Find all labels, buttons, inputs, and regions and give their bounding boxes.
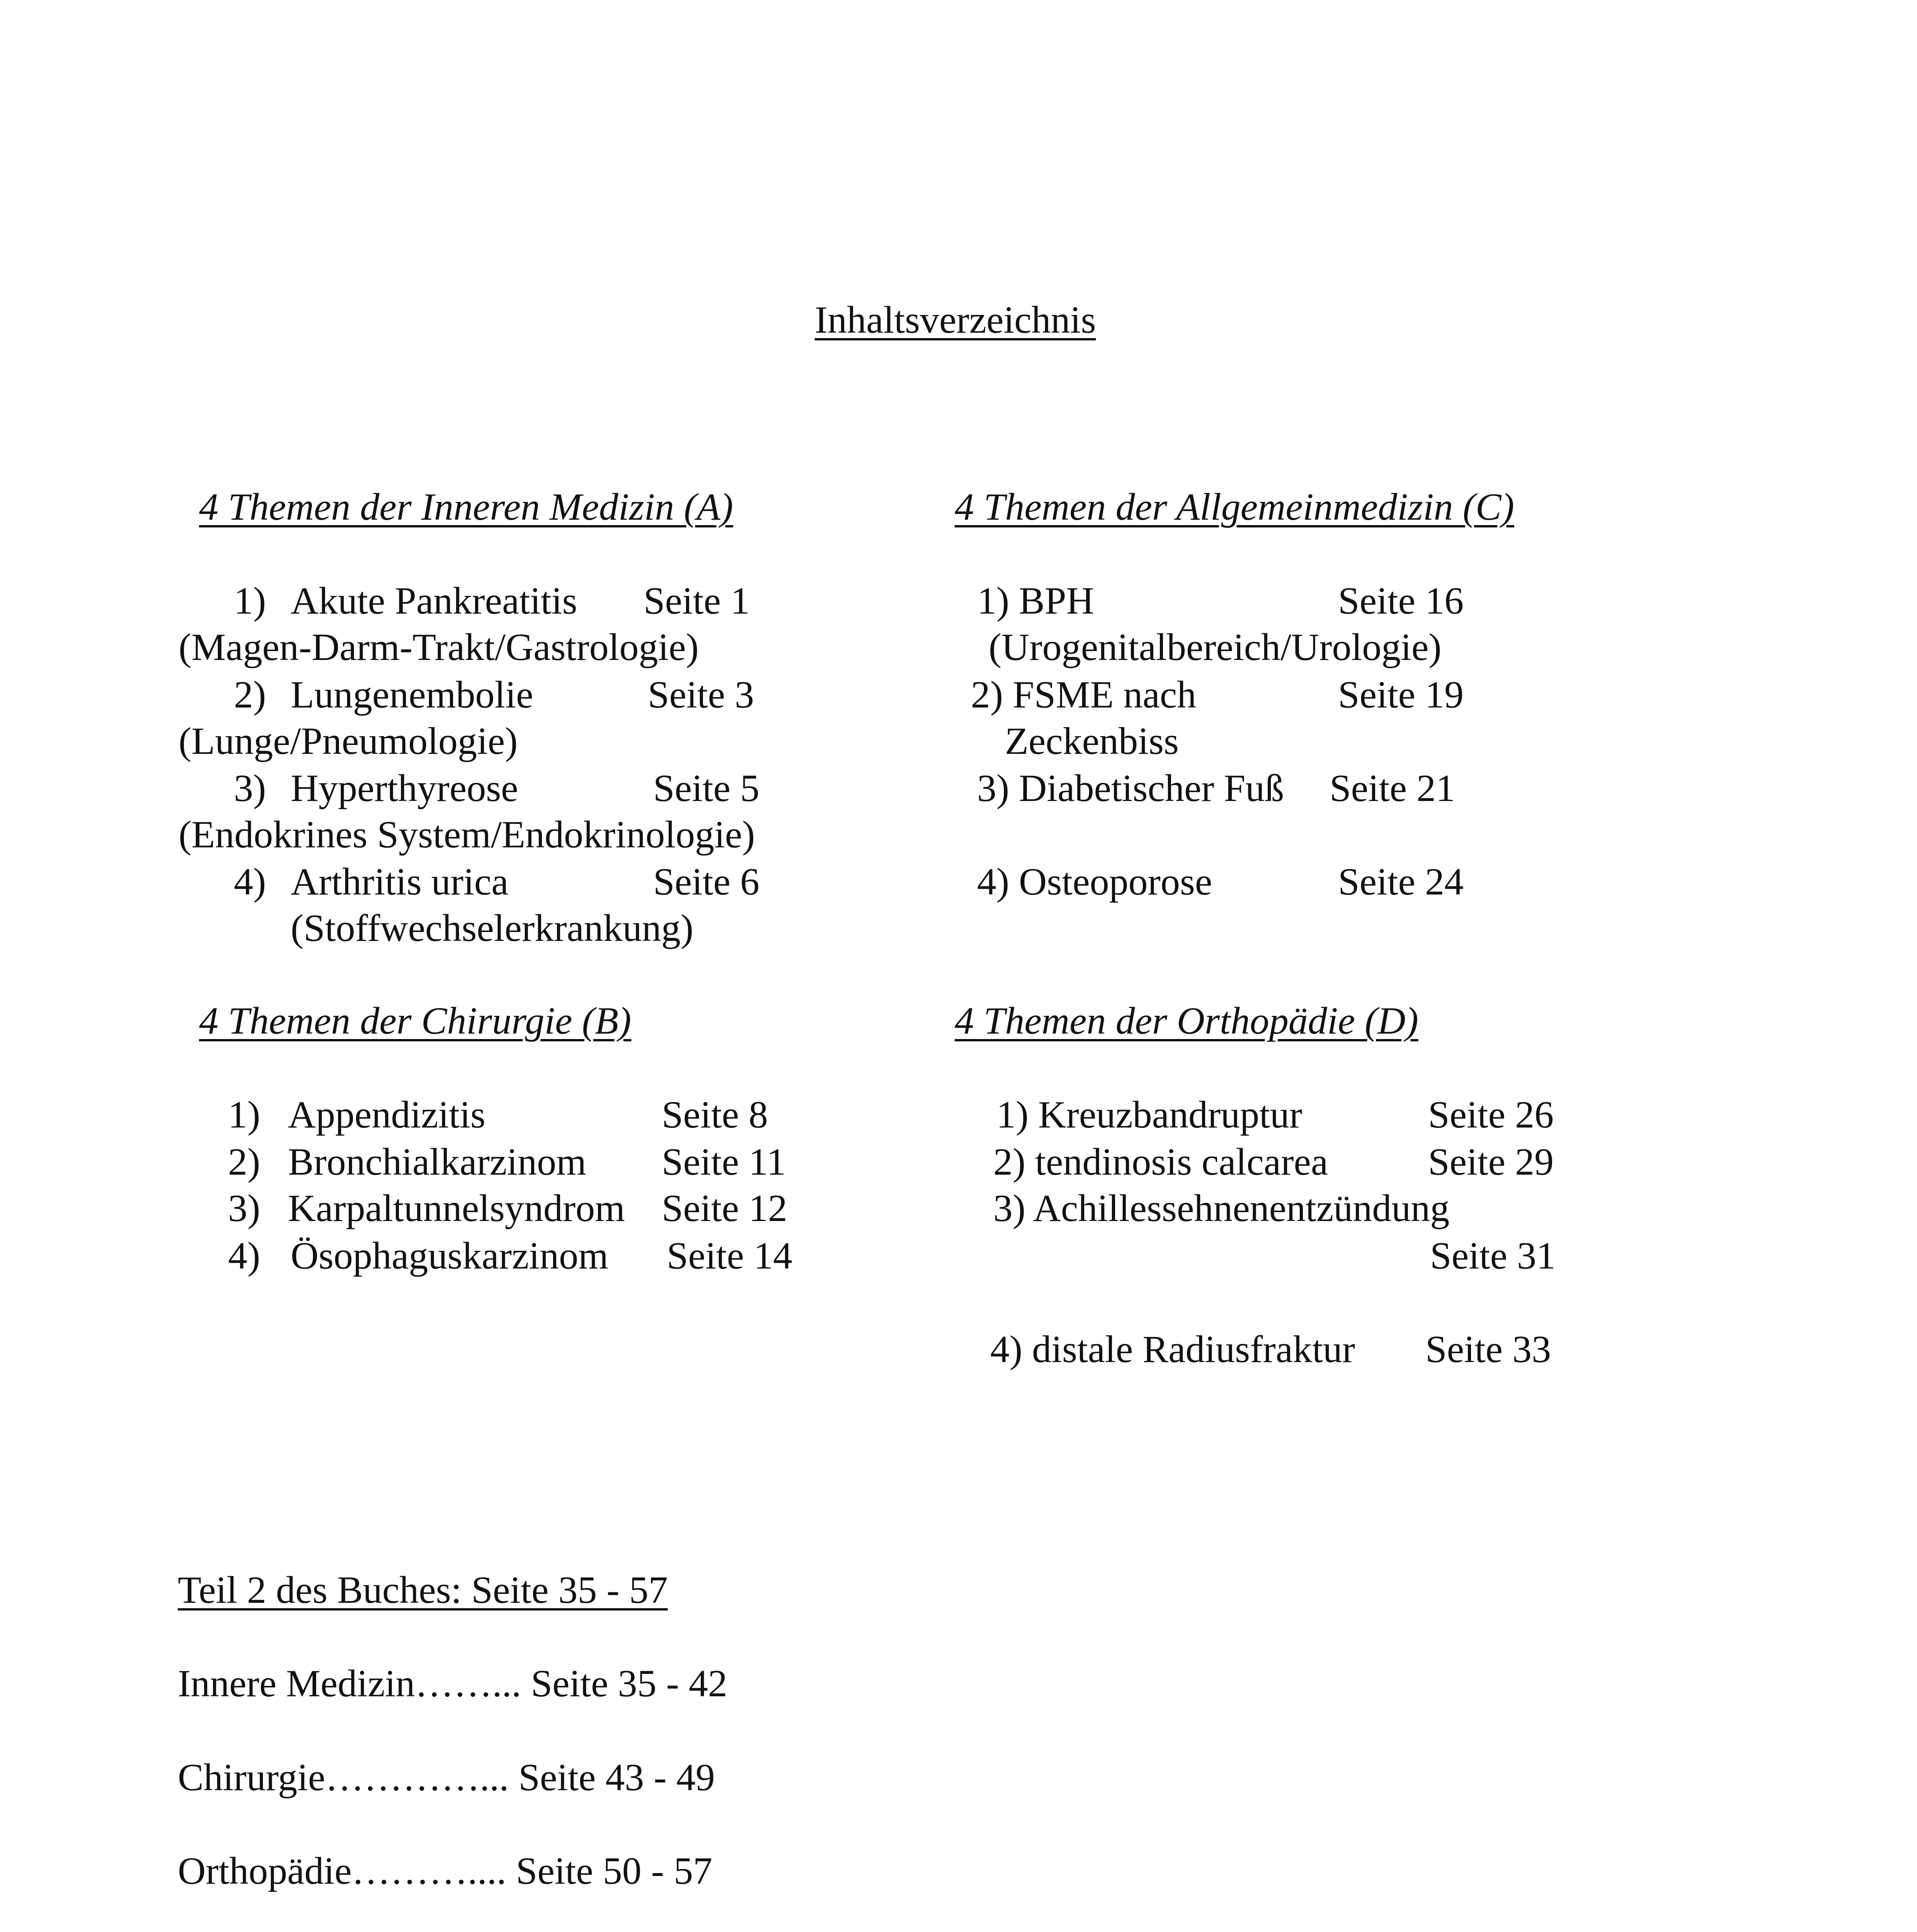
section-heading-surgery: 4 Themen der Chirurgie (B) bbox=[199, 999, 632, 1042]
list-item-page: Seite 24 bbox=[1338, 860, 1464, 903]
list-item-name: Hyperthyreose bbox=[291, 767, 518, 810]
list-item-name: Arthritis urica bbox=[291, 860, 509, 903]
list-item-name: Ösophaguskarzinom bbox=[291, 1234, 609, 1277]
list-item-number: 3) bbox=[228, 1187, 260, 1230]
list-item-page: Seite 12 bbox=[662, 1187, 787, 1230]
list-item-number: 4) bbox=[234, 860, 266, 903]
list-item-number: 1) bbox=[234, 579, 266, 622]
list-item-name: 3) Achillessehnenentzündung bbox=[993, 1187, 1450, 1230]
list-item-name: Akute Pankreatitis bbox=[291, 579, 577, 622]
list-item-page: Seite 31 bbox=[1430, 1234, 1556, 1277]
list-item-page: Seite 11 bbox=[662, 1140, 786, 1183]
list-item-page: Seite 14 bbox=[667, 1234, 792, 1277]
list-item-name: Appendizitis bbox=[288, 1093, 486, 1136]
list-item-name: Lungenembolie bbox=[291, 673, 533, 716]
list-item-page: Seite 3 bbox=[648, 673, 754, 716]
list-item-number: 2) bbox=[234, 673, 266, 716]
part2-line-surgery: Chirurgie…………... Seite 43 - 49 bbox=[178, 1756, 715, 1799]
list-item-page: Seite 8 bbox=[662, 1093, 768, 1136]
page-title: Inhaltsverzeichnis bbox=[815, 298, 1096, 341]
list-item-number: 2) bbox=[228, 1140, 260, 1183]
list-item-subtitle: Zeckenbiss bbox=[1005, 719, 1179, 762]
list-item-page: Seite 6 bbox=[653, 860, 759, 903]
list-item-number: 1) bbox=[228, 1093, 260, 1136]
list-item-name: 3) Diabetischer Fuß bbox=[977, 767, 1284, 810]
list-item-subtitle: (Urogenitalbereich/Urologie) bbox=[989, 626, 1442, 668]
list-item-subtitle: (Stoffwechselerkrankung) bbox=[291, 906, 694, 949]
list-item-name: 4) Osteoporose bbox=[977, 860, 1212, 903]
section-heading-general-medicine: 4 Themen der Allgemeinmedizin (C) bbox=[955, 485, 1514, 528]
list-item-name: 2) FSME nach bbox=[971, 673, 1197, 716]
list-item-name: Bronchialkarzinom bbox=[288, 1140, 586, 1183]
list-item-number: 4) bbox=[228, 1234, 260, 1277]
list-item-name: Karpaltunnelsyndrom bbox=[288, 1187, 625, 1230]
list-item-name: 2) tendinosis calcarea bbox=[993, 1140, 1328, 1183]
part2-heading: Teil 2 des Buches: Seite 35 - 57 bbox=[178, 1568, 668, 1611]
list-item-page: Seite 1 bbox=[644, 579, 750, 622]
list-item-page: Seite 21 bbox=[1330, 767, 1455, 810]
part2-line-orthopedics: Orthopädie……….... Seite 50 - 57 bbox=[178, 1849, 713, 1892]
list-item-page: Seite 29 bbox=[1428, 1140, 1554, 1183]
list-item-page: Seite 16 bbox=[1338, 579, 1464, 622]
list-item-page: Seite 5 bbox=[653, 767, 759, 810]
list-item-name: 1) Kreuzbandruptur bbox=[996, 1093, 1302, 1136]
list-item-page: Seite 33 bbox=[1425, 1328, 1551, 1371]
list-item-subtitle: (Magen-Darm-Trakt/Gastrologie) bbox=[179, 626, 699, 668]
part2-line-inner-medicine: Innere Medizin……... Seite 35 - 42 bbox=[178, 1662, 727, 1705]
section-heading-orthopedics: 4 Themen der Orthopädie (D) bbox=[955, 999, 1418, 1042]
list-item-subtitle: (Endokrines System/Endokrinologie) bbox=[179, 813, 755, 856]
section-heading-inner-medicine: 4 Themen der Inneren Medizin (A) bbox=[199, 485, 734, 528]
list-item-page: Seite 26 bbox=[1428, 1093, 1554, 1136]
list-item-page: Seite 19 bbox=[1338, 673, 1464, 716]
list-item-number: 3) bbox=[234, 767, 266, 810]
list-item-name: 4) distale Radiusfraktur bbox=[990, 1328, 1355, 1371]
list-item-name: 1) BPH bbox=[977, 579, 1094, 622]
list-item-subtitle: (Lunge/Pneumologie) bbox=[179, 719, 518, 762]
